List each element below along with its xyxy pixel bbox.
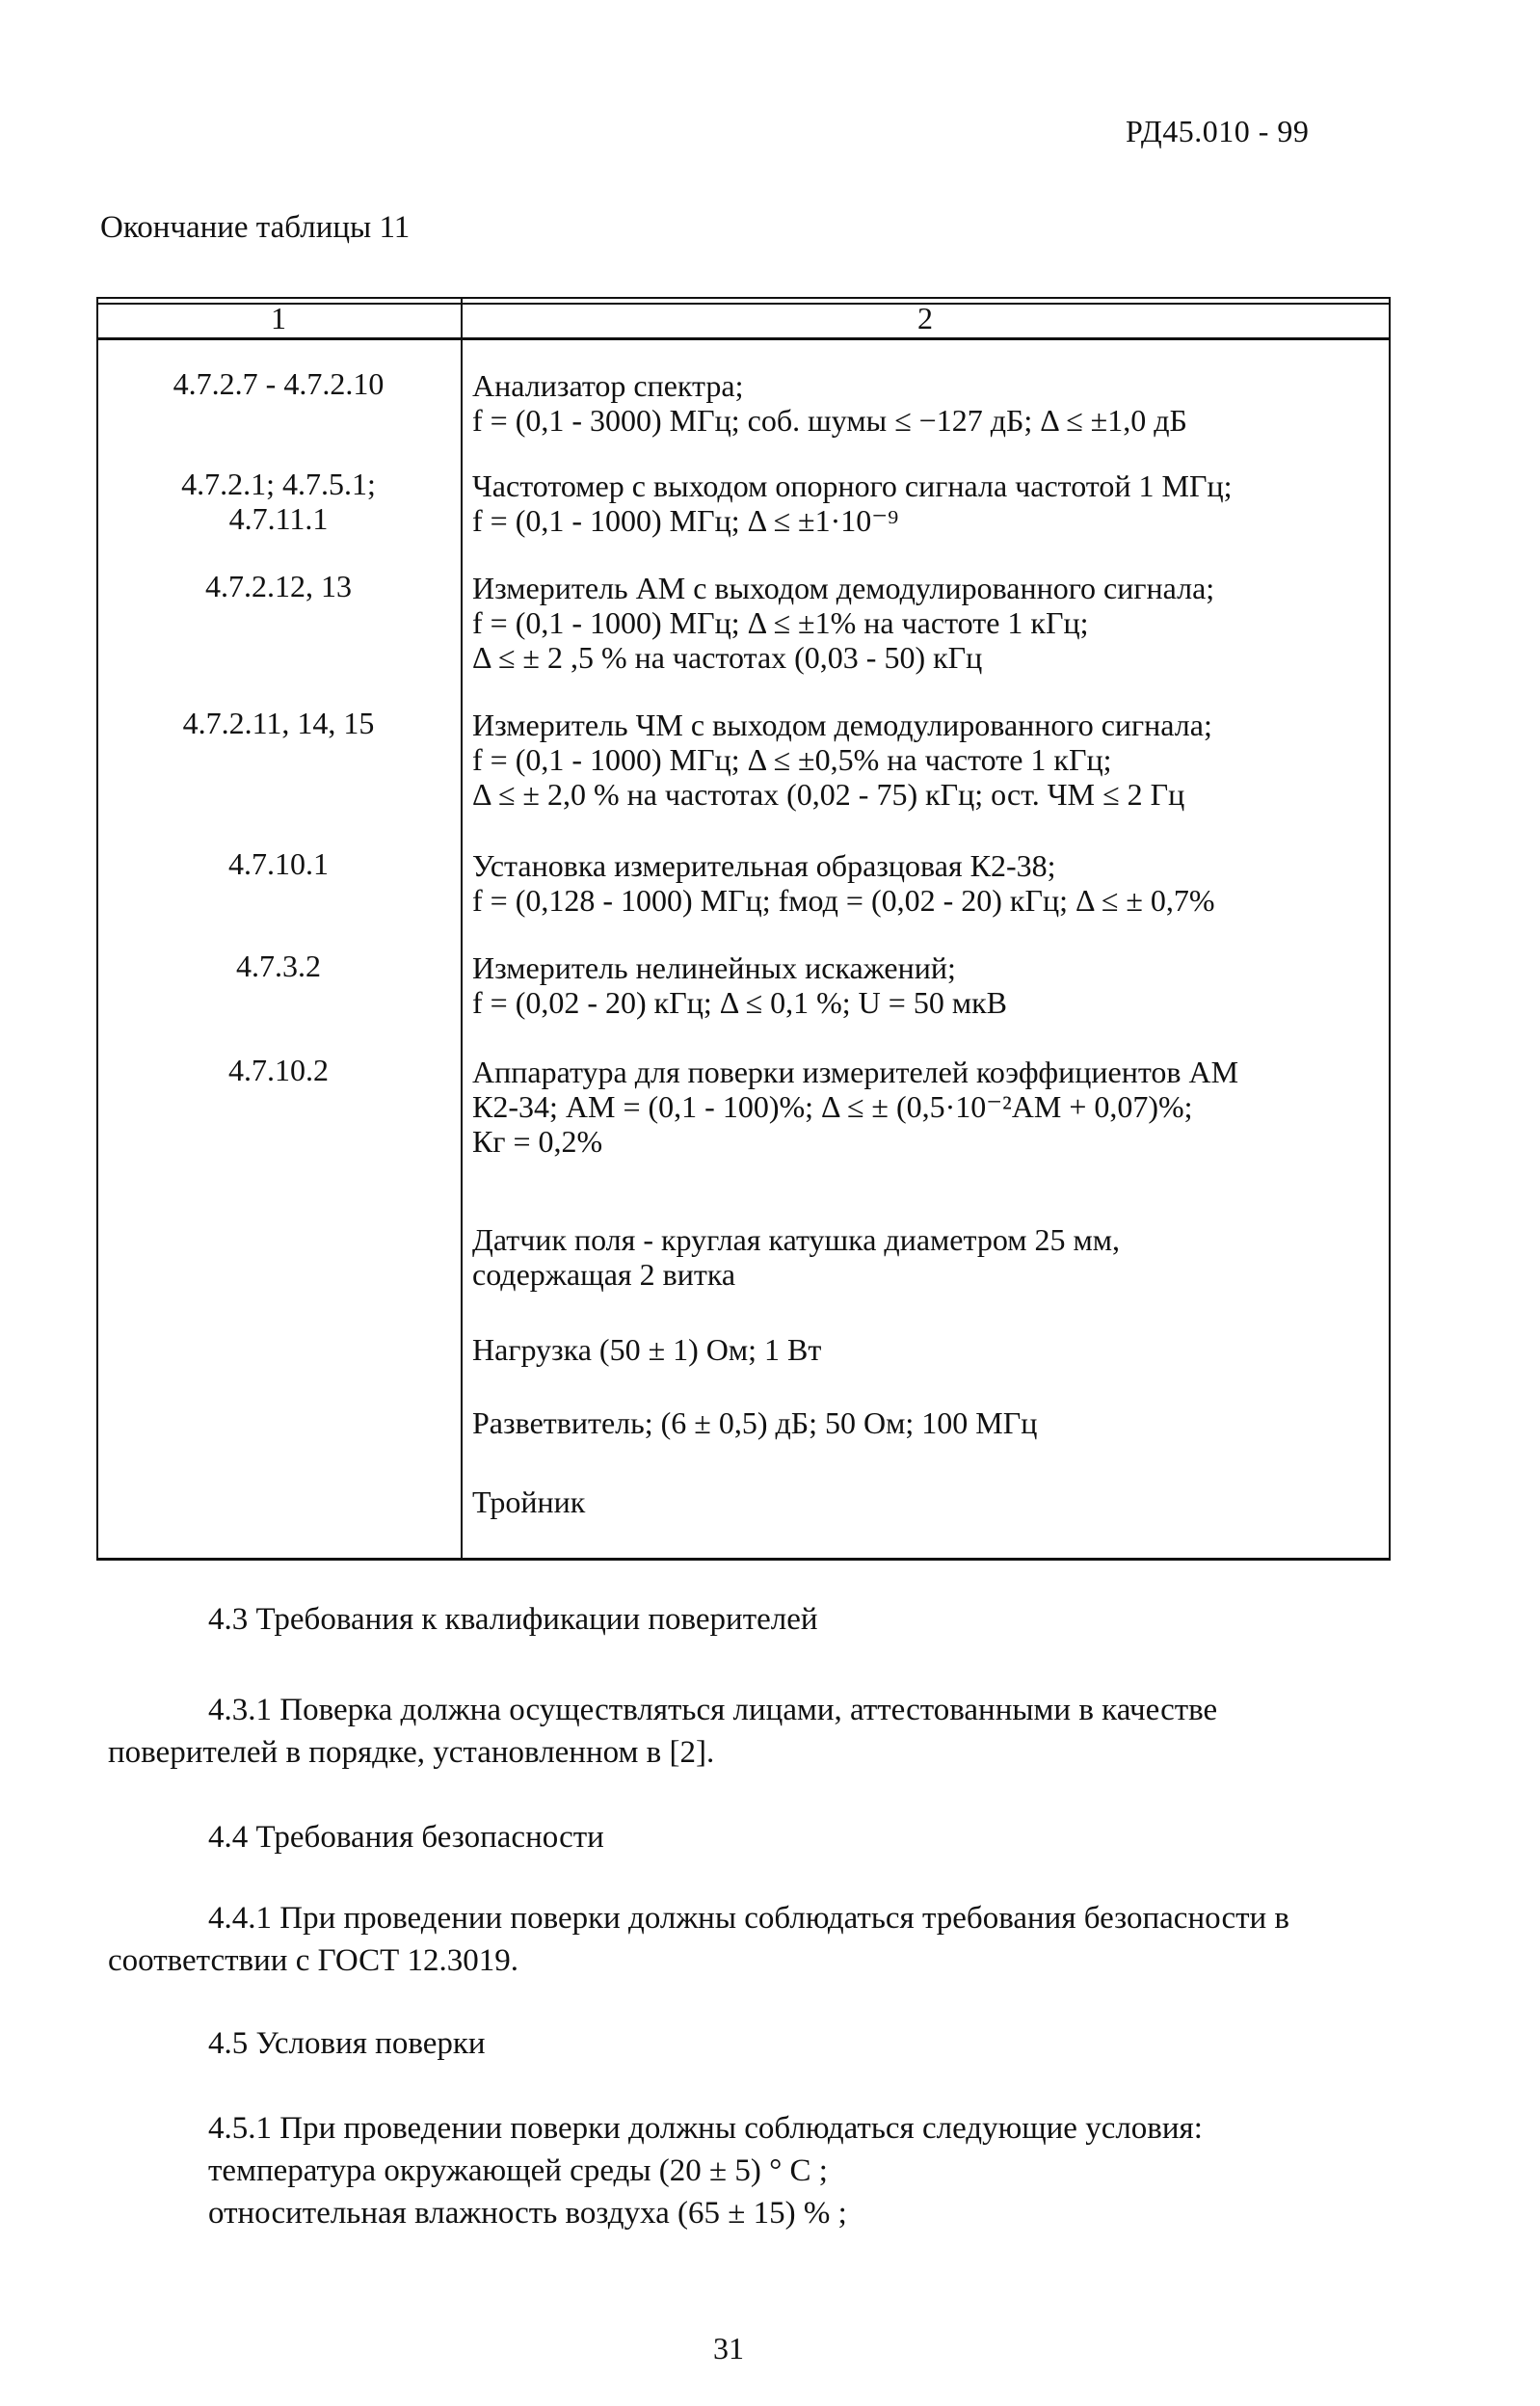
paragraph-line: 4.4.1 При проведении поверки должны соблюдаться требования безопасности в xyxy=(208,1901,1289,1936)
table-border xyxy=(96,297,1391,299)
section-heading: 4.4 Требования безопасности xyxy=(208,1820,604,1855)
table-column-divider xyxy=(461,297,463,1560)
table-border xyxy=(1389,297,1391,1560)
equipment-table xyxy=(96,297,1391,1560)
document-code: РД45.010 - 99 xyxy=(1126,114,1310,148)
table-row-text: Датчик поля - круглая катушка диаметром 25 мм, содержащая 2 витка xyxy=(472,1222,1120,1292)
table-row-number: 4.7.2.12, 13 xyxy=(205,569,352,603)
paragraph-line: температура окружающей среды (20 ± 5) ° С ; xyxy=(208,2153,828,2188)
table-row-text: Частотомер с выходом опорного сигнала частотой 1 МГц; f = (0,1 - 1000) МГц; Δ ≤ ±1·10⁻⁹ xyxy=(472,468,1233,538)
section-heading: 4.3 Требования к квалификации поверителей xyxy=(208,1602,818,1637)
table-row-text: Нагрузка (50 ± 1) Ом; 1 Вт xyxy=(472,1332,822,1367)
table-row-text: Измеритель нелинейных искажений; f = (0,02 - 20) кГц; Δ ≤ 0,1 %; U = 50 мкВ xyxy=(472,950,1007,1020)
column-header-1: 1 xyxy=(271,301,286,335)
paragraph-line: 4.5.1 При проведении поверки должны соблюдаться следующие условия: xyxy=(208,2111,1203,2146)
table-row-text: Разветвитель; (6 ± 0,5) дБ; 50 Ом; 100 МГц xyxy=(472,1405,1038,1440)
page-number: 31 xyxy=(713,2331,744,2366)
table-row-text: Установка измерительная образцовая К2-38; f = (0,128 - 1000) МГц; fмод = (0,02 - 20) кГц; Δ ≤ ± 0,7% xyxy=(472,848,1215,918)
table-row-number: 4.7.2.1; 4.7.5.1; 4.7.11.1 xyxy=(181,467,376,536)
table-caption: Окончание таблицы 11 xyxy=(100,210,411,245)
paragraph-line: поверителей в порядке, установленном в [2]. xyxy=(108,1735,715,1770)
table-border xyxy=(96,1558,1391,1561)
table-row-number: 4.7.3.2 xyxy=(236,949,321,983)
table-row-text: Измеритель АМ с выходом демодулированного сигнала; f = (0,1 - 1000) МГц; Δ ≤ ±1% на частоте 1 кГц; Δ ≤ ± 2 ,5 % на частотах (0,03 - 50) кГц xyxy=(472,571,1215,675)
table-row-text: Анализатор спектра; f = (0,1 - 3000) МГц; соб. шумы ≤ −127 дБ; Δ ≤ ±1,0 дБ xyxy=(472,368,1187,438)
table-row-number: 4.7.10.1 xyxy=(228,846,329,881)
table-row-text: Тройник xyxy=(472,1484,586,1519)
section-heading: 4.5 Условия поверки xyxy=(208,2026,486,2061)
table-row-text: Измеритель ЧМ с выходом демодулированного сигнала; f = (0,1 - 1000) МГц; Δ ≤ ±0,5% на частоте 1 кГц; Δ ≤ ± 2,0 % на частотах (0,02 - 75) кГц; ост. ЧМ ≤ 2 Гц xyxy=(472,708,1212,812)
table-row-number: 4.7.2.7 - 4.7.2.10 xyxy=(173,366,385,401)
table-row-number: 4.7.2.11, 14, 15 xyxy=(182,706,375,740)
table-header-divider xyxy=(96,337,1391,340)
table-row-text: Аппаратура для поверки измерителей коэффициентов АМ К2-34; АМ = (0,1 - 100)%; Δ ≤ ± (0,5·10⁻²АМ + 0,07)%; Кг = 0,2% xyxy=(472,1055,1239,1159)
paragraph-line: относительная влажность воздуха (65 ± 15) % ; xyxy=(208,2196,847,2231)
column-header-2: 2 xyxy=(917,301,933,335)
paragraph-line: соответствии с ГОСТ 12.3019. xyxy=(108,1943,519,1978)
table-row-number: 4.7.10.2 xyxy=(228,1053,329,1087)
paragraph-line: 4.3.1 Поверка должна осуществляться лицами, аттестованными в качестве xyxy=(208,1693,1218,1727)
